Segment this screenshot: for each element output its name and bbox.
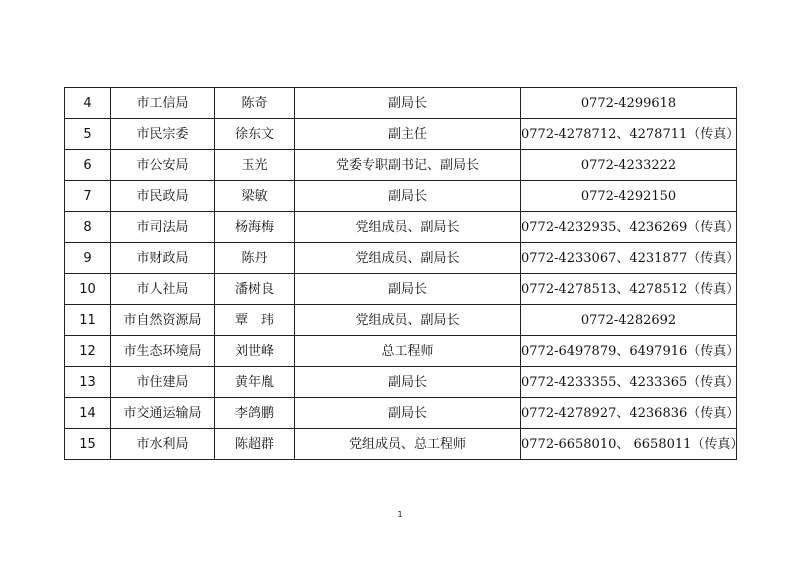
person-name-cell: 陈丹 [215, 243, 295, 274]
person-name-cell: 陈超群 [215, 429, 295, 460]
row-number: 15 [65, 429, 111, 460]
position-title-cell: 总工程师 [295, 336, 521, 367]
department-cell: 市自然资源局 [111, 305, 215, 336]
position-title-cell: 副局长 [295, 181, 521, 212]
row-number: 9 [65, 243, 111, 274]
person-name-cell: 李鸽鹏 [215, 398, 295, 429]
phone-cell: 0772-4278927、4236836（传真） [521, 398, 737, 429]
position-title-cell: 党委专职副书记、副局长 [295, 150, 521, 181]
department-cell: 市财政局 [111, 243, 215, 274]
department-cell: 市交通运输局 [111, 398, 215, 429]
contact-table [64, 87, 744, 460]
phone-cell: 0772-4232935、4236269（传真） [521, 212, 737, 243]
position-title-cell: 党组成员、副局长 [295, 243, 521, 274]
person-name-cell: 覃 玮 [215, 305, 295, 336]
person-name-cell: 梁敏 [215, 181, 295, 212]
page-number: 1 [397, 510, 403, 519]
table-row [65, 367, 737, 398]
table-row [65, 212, 737, 243]
position-title-cell: 党组成员、副局长 [295, 305, 521, 336]
table-row [65, 274, 737, 305]
table-row [65, 305, 737, 336]
phone-cell: 0772-4299618 [521, 88, 737, 119]
phone-cell: 0772-4233355、4233365（传真） [521, 367, 737, 398]
position-title-cell: 党组成员、总工程师 [295, 429, 521, 460]
table-row [65, 150, 737, 181]
person-name-cell: 刘世峰 [215, 336, 295, 367]
phone-cell: 0772-4278712、4278711（传真） [521, 119, 737, 150]
department-cell: 市工信局 [111, 88, 215, 119]
position-title-cell: 副局长 [295, 367, 521, 398]
row-number: 5 [65, 119, 111, 150]
department-cell: 市人社局 [111, 274, 215, 305]
row-number: 8 [65, 212, 111, 243]
table-row [65, 243, 737, 274]
position-title-cell: 副局长 [295, 398, 521, 429]
table-row [65, 398, 737, 429]
department-cell: 市住建局 [111, 367, 215, 398]
person-name-cell: 玉光 [215, 150, 295, 181]
department-cell: 市民政局 [111, 181, 215, 212]
row-number: 6 [65, 150, 111, 181]
person-name-cell: 黄年胤 [215, 367, 295, 398]
department-cell: 市民宗委 [111, 119, 215, 150]
person-name-cell: 杨海梅 [215, 212, 295, 243]
table-row [65, 429, 737, 460]
table-body [65, 88, 744, 460]
department-cell: 市生态环境局 [111, 336, 215, 367]
row-number: 11 [65, 305, 111, 336]
table-row [65, 119, 737, 150]
row-number: 13 [65, 367, 111, 398]
phone-cell: 0772-6658010、 6658011（传真） [521, 429, 737, 460]
position-title-cell: 党组成员、副局长 [295, 212, 521, 243]
department-cell: 市水利局 [111, 429, 215, 460]
position-title-cell: 副主任 [295, 119, 521, 150]
row-number: 10 [65, 274, 111, 305]
row-number: 12 [65, 336, 111, 367]
person-name-cell: 陈奇 [215, 88, 295, 119]
row-number: 4 [65, 88, 111, 119]
phone-cell: 0772-4292150 [521, 181, 737, 212]
table-row [65, 181, 737, 212]
phone-cell: 0772-4233067、4231877（传真） [521, 243, 737, 274]
department-cell: 市司法局 [111, 212, 215, 243]
row-number: 7 [65, 181, 111, 212]
table-row [65, 88, 737, 119]
person-name-cell: 潘树良 [215, 274, 295, 305]
person-name-cell: 徐东文 [215, 119, 295, 150]
phone-cell: 0772-4282692 [521, 305, 737, 336]
phone-cell: 0772-4233222 [521, 150, 737, 181]
position-title-cell: 副局长 [295, 274, 521, 305]
phone-cell: 0772-4278513、4278512（传真） [521, 274, 737, 305]
position-title-cell: 副局长 [295, 88, 521, 119]
row-number: 14 [65, 398, 111, 429]
table-row [65, 336, 737, 367]
department-cell: 市公安局 [111, 150, 215, 181]
phone-cell: 0772-6497879、6497916（传真） [521, 336, 737, 367]
